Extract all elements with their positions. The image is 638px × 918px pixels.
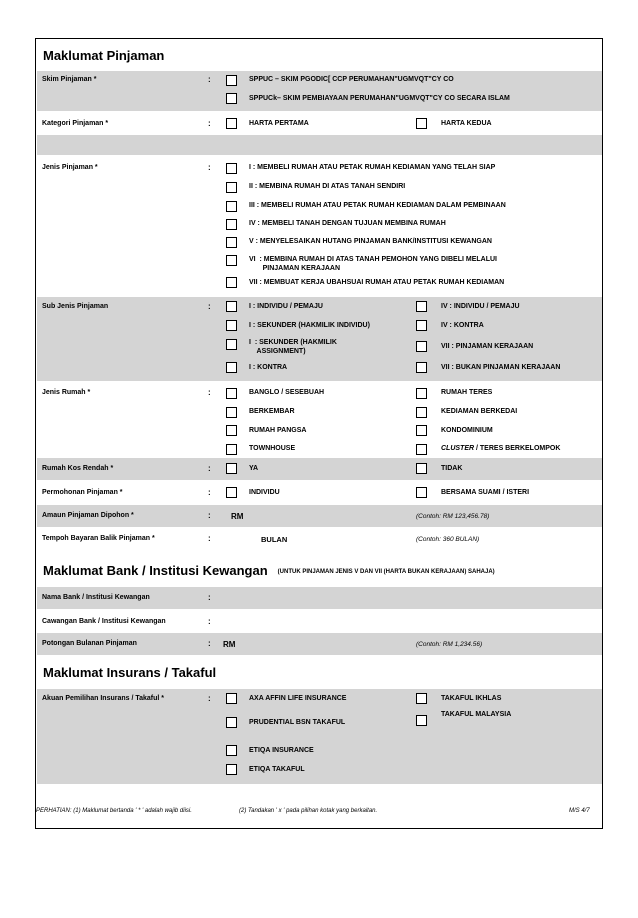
jenis-checkbox-1[interactable] — [226, 163, 237, 174]
sub-jenis-right-option-2: IV : KONTRA — [441, 322, 484, 329]
jenis-rumah-right-option-1: RUMAH TERES — [441, 389, 493, 396]
jenis-rumah-left-checkbox-1[interactable] — [226, 388, 237, 399]
amaun-example: (Contoh: RM 123,456.78) — [416, 513, 490, 520]
sub-jenis-left-option-2: I : SEKUNDER (HAKMILIK INDIVIDU) — [249, 322, 370, 329]
permohonan-bersama: BERSAMA SUAMI / ISTERI — [441, 489, 530, 496]
jenis-rumah-left-checkbox-4[interactable] — [226, 444, 237, 455]
jenis-rumah-right-option-3: KONDOMINIUM — [441, 427, 493, 434]
jenis-checkbox-3[interactable] — [226, 201, 237, 212]
jenis-option-5: V : MENYELESAIKAN HUTANG PINJAMAN BANK/INSTITUSI KEWANGAN — [249, 238, 492, 245]
sub-jenis-right-option-3: VII : PINJAMAN KERAJAAN — [441, 343, 534, 350]
colon: : — [208, 617, 211, 626]
kategori-checkbox-2[interactable] — [416, 118, 427, 129]
spacer-band — [37, 135, 602, 155]
kos-rendah-tidak: TIDAK — [441, 465, 463, 472]
jenis-rumah-right-checkbox-3[interactable] — [416, 425, 427, 436]
sub-jenis-right-option-1: IV : INDIVIDU / PEMAJU — [441, 303, 520, 310]
potongan-rm-prefix: RM — [223, 640, 236, 649]
kategori-option-1: HARTA PERTAMA — [249, 120, 309, 127]
bank-title-text: Maklumat Bank / Institusi Kewangan — [43, 563, 268, 578]
jenis-rumah-left-checkbox-3[interactable] — [226, 425, 237, 436]
colon: : — [208, 488, 211, 497]
sub-jenis-left-option-4: I : KONTRA — [249, 364, 288, 371]
potongan-example: (Contoh: RM 1,234.56) — [416, 641, 483, 648]
jenis-checkbox-5[interactable] — [226, 237, 237, 248]
insurans-etiqa-insurance-checkbox[interactable] — [226, 745, 237, 756]
jenis-checkbox-7[interactable] — [226, 277, 237, 288]
skim-checkbox-1[interactable] — [226, 75, 237, 86]
bank-title-note: (UNTUK PINJAMAN JENIS V DAN VII (HARTA BUKAN KERAJAAN) SAHAJA) — [277, 568, 495, 575]
insurans-ikhlas: TAKAFUL IKHLAS — [441, 695, 502, 702]
cluster-italic-text: CLUSTER — [441, 445, 475, 452]
insurans-prudential-checkbox[interactable] — [226, 717, 237, 728]
permohonan-label: Permohonan Pinjaman * — [42, 489, 123, 496]
sub-jenis-left-checkbox-2[interactable] — [226, 320, 237, 331]
insurans-etiqa-takaful: ETIQA TAKAFUL — [249, 766, 305, 773]
section-title-insurans: Maklumat Insurans / Takaful — [43, 665, 217, 680]
insurans-axa: AXA AFFIN LIFE INSURANCE — [249, 695, 347, 702]
sub-jenis-left-checkbox-1[interactable] — [226, 301, 237, 312]
kos-rendah-label: Rumah Kos Rendah * — [42, 465, 114, 472]
colon: : — [208, 75, 211, 84]
insurans-label: Akuan Pemilihan Insurans / Takaful * — [42, 695, 165, 702]
jenis-rumah-left-option-4: TOWNHOUSE — [249, 445, 296, 452]
section-title-pinjaman: Maklumat Pinjaman — [43, 48, 165, 63]
jenis-option-3: III : MEMBELI RUMAH ATAU PETAK RUMAH KEDIAMAN DALAM PEMBINAAN — [249, 202, 506, 209]
amaun-rm-prefix: RM — [231, 512, 244, 521]
kategori-label: Kategori Pinjaman * — [42, 120, 109, 127]
skim-option-2: SPPUCk– SKIM PEMBIAYAAN PERUMAHAN"UGMVQT"CY CO SECARA ISLAM — [249, 95, 510, 102]
permohonan-bersama-checkbox[interactable] — [416, 487, 427, 498]
jenis-option-7: VII : MEMBUAT KERJA UBAHSUAI RUMAH ATAU PETAK RUMAH KEDIAMAN — [249, 279, 505, 286]
insurans-etiqa-insurance: ETIQA INSURANCE — [249, 747, 314, 754]
colon: : — [208, 511, 211, 520]
jenis-rumah-right-option-4 — [441, 445, 560, 452]
kos-rendah-tidak-checkbox[interactable] — [416, 463, 427, 474]
jenis-rumah-right-option-2: KEDIAMAN BERKEDAI — [441, 408, 518, 415]
jenis-option-1: I : MEMBELI RUMAH ATAU PETAK RUMAH KEDIAMAN YANG TELAH SIAP — [249, 164, 496, 171]
sub-jenis-left-option-1: I : INDIVIDU / PEMAJU — [249, 303, 323, 310]
sub-jenis-right-checkbox-1[interactable] — [416, 301, 427, 312]
jenis-rumah-label: Jenis Rumah * — [42, 389, 91, 396]
footer-note-2: (2) Tandakan ' x ' pada pilihan kotak yang berkaitan. — [239, 808, 378, 814]
kos-rendah-ya-checkbox[interactable] — [226, 463, 237, 474]
colon: : — [208, 639, 211, 648]
permohonan-individu: INDIVIDU — [249, 489, 280, 496]
section-title-bank — [43, 563, 495, 578]
jenis-checkbox-6[interactable] — [226, 255, 237, 266]
insurans-etiqa-takaful-checkbox[interactable] — [226, 764, 237, 775]
jenis-option-2: II : MEMBINA RUMAH DI ATAS TANAH SENDIRI — [249, 183, 406, 190]
jenis-rumah-left-checkbox-2[interactable] — [226, 407, 237, 418]
jenis-option-6: VI : MEMBINA RUMAH DI ATAS TANAH PEMOHON YANG DIBELI MELALUI PINJAMAN KERAJAAN — [249, 256, 497, 272]
sub-jenis-left-checkbox-3[interactable] — [226, 339, 237, 350]
jenis-rumah-left-option-1: BANGLO / SESEBUAH — [249, 389, 325, 396]
jenis-option-4: IV : MEMBELI TANAH DENGAN TUJUAN MEMBINA RUMAH — [249, 220, 446, 227]
insurans-takaful-malaysia: TAKAFUL MALAYSIA — [441, 711, 512, 718]
colon: : — [208, 163, 211, 172]
tempoh-bulan-suffix: BULAN — [261, 535, 288, 544]
jenis-checkbox-4[interactable] — [226, 219, 237, 230]
skim-checkbox-2[interactable] — [226, 93, 237, 104]
jenis-checkbox-2[interactable] — [226, 182, 237, 193]
sub-jenis-left-option-3: I : SEKUNDER (HAKMILIK ASSIGNMENT) — [249, 339, 337, 355]
cluster-rest-text: / TERES BERKELOMPOK — [474, 445, 561, 452]
sub-jenis-label: Sub Jenis Pinjaman — [42, 303, 109, 310]
footer-page-number: M/S 4/7 — [569, 808, 590, 814]
nama-bank-label: Nama Bank / Institusi Kewangan — [42, 594, 150, 601]
kategori-checkbox-1[interactable] — [226, 118, 237, 129]
colon: : — [208, 388, 211, 397]
amaun-label: Amaun Pinjaman Dipohon * — [42, 512, 134, 519]
jenis-rumah-left-option-2: BERKEMBAR — [249, 408, 295, 415]
tempoh-example: (Contoh: 360 BULAN) — [416, 536, 480, 543]
sub-jenis-right-checkbox-3[interactable] — [416, 341, 427, 352]
jenis-rumah-right-checkbox-4[interactable] — [416, 444, 427, 455]
jenis-rumah-left-option-3: RUMAH PANGSA — [249, 427, 307, 434]
skim-label: Skim Pinjaman * — [42, 76, 97, 83]
jenis-rumah-right-checkbox-1[interactable] — [416, 388, 427, 399]
insurans-row — [37, 689, 602, 784]
tempoh-label: Tempoh Bayaran Balik Pinjaman * — [42, 535, 155, 542]
sub-jenis-right-checkbox-4[interactable] — [416, 362, 427, 373]
insurans-prudential: PRUDENTIAL BSN TAKAFUL — [249, 719, 346, 726]
footer-note-1: PERHATIAN: (1) Maklumat bertanda ' * ' adalah wajib diisi. — [36, 808, 192, 814]
colon: : — [208, 464, 211, 473]
sub-jenis-right-option-4: VII : BUKAN PINJAMAN KERAJAAN — [441, 364, 561, 371]
sub-jenis-right-checkbox-2[interactable] — [416, 320, 427, 331]
colon: : — [208, 119, 211, 128]
insurans-takaful-malaysia-checkbox[interactable] — [416, 715, 427, 726]
colon: : — [208, 593, 211, 602]
sub-jenis-left-checkbox-4[interactable] — [226, 362, 237, 373]
cawangan-label: Cawangan Bank / Institusi Kewangan — [42, 618, 166, 625]
skim-option-1: SPPUC – SKIM PGODIC[ CCP PERUMAHAN"UGMVQT"CY CO — [249, 76, 454, 83]
jenis-pinjaman-label: Jenis Pinjaman * — [42, 164, 98, 171]
form-page — [35, 38, 603, 829]
kategori-option-2: HARTA KEDUA — [441, 120, 492, 127]
jenis-rumah-right-checkbox-2[interactable] — [416, 407, 427, 418]
insurans-ikhlas-checkbox[interactable] — [416, 693, 427, 704]
permohonan-individu-checkbox[interactable] — [226, 487, 237, 498]
colon: : — [208, 694, 211, 703]
potongan-label: Potongan Bulanan Pinjaman — [42, 640, 137, 647]
insurans-axa-checkbox[interactable] — [226, 693, 237, 704]
colon: : — [208, 534, 211, 543]
colon: : — [208, 302, 211, 311]
kos-rendah-ya: YA — [249, 465, 259, 472]
kos-rendah-row — [37, 458, 602, 480]
